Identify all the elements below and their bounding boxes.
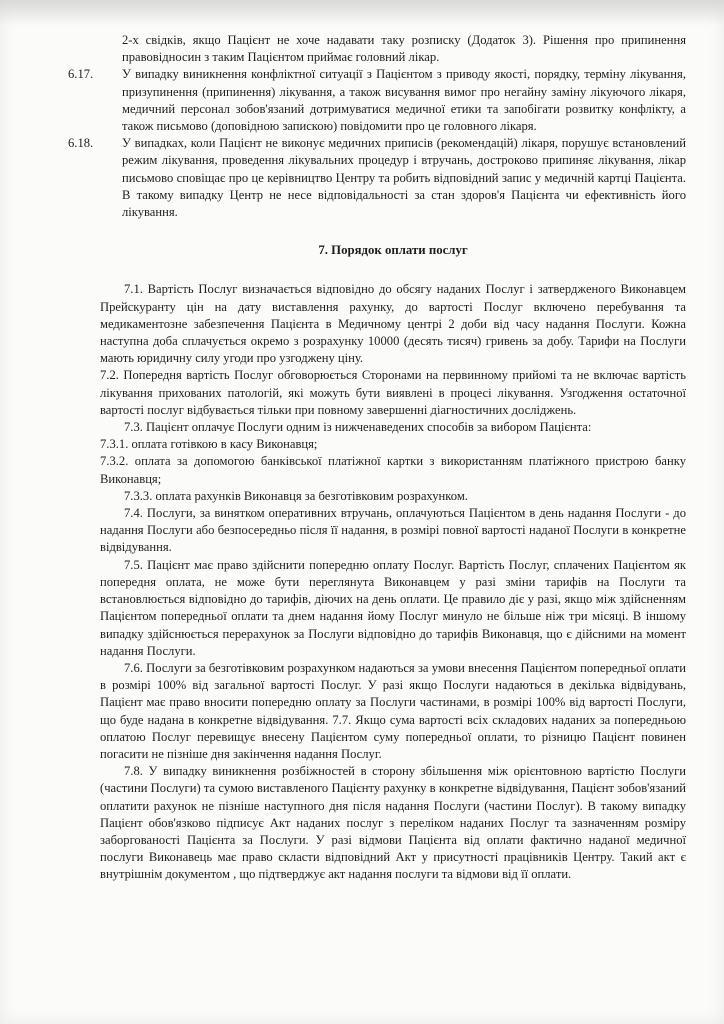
paragraph-7-1: 7.1. Вартість Послуг визначається відповідно до обсягу наданих Послуг і затвердженого Виконавцем Прейскуранту цін на дату виставлення рахунку, до вартості Послуг включено перебування та медикаментозне забезпечення Пацієнта в Медичному центрі 2 доби від часу надання Послуги. Кожна наступна доба сплачується окремо з розрахунку 10000 (десять тисяч) гривень за добу. Тарифи на Послуги мають юридичну силу угоди про узгоджену ціну. bbox=[100, 282, 686, 366]
scan-shadow bbox=[0, 0, 724, 26]
paragraph-7-2: 7.2. Попередня вартість Послуг обговорюється Сторонами на первинному прийомі та не включає вартість лікування прихованих патологій, які можуть бути виявлені в процесі лікування. Узгодження остаточної вартості послуг відбувається тільки при повному завершенні діагностичних досліджень. bbox=[100, 368, 686, 417]
paragraph-text: У випадках, коли Пацієнт не виконує медичних приписів (рекомендацій) лікаря, порушує встановлений режим лікування, проведення лікувальних процедур і втручань, достроково припиняє лікування, лікар письмово сповіщає про це керівництво Центру та робить відповідний запис у медичній картці Пацієнта. В такому випадку Центр не несе відповідальності за стан здоров'я Пацієнта чи ефективність його лікування. bbox=[122, 136, 686, 220]
paragraph-7-3-1: 7.3.1. оплата готівкою в касу Виконавця; bbox=[100, 437, 318, 452]
paragraph-6-17 bbox=[68, 66, 686, 135]
paragraph-7-3-3: 7.3.3. оплата рахунків Виконавця за безготівковим розрахунком. bbox=[124, 488, 468, 503]
paragraph-6-18 bbox=[68, 135, 686, 221]
paragraph-text: У випадку виникнення конфліктної ситуації з Пацієнтом з приводу якості, порядку, терміну лікування, призупинення (припинення) лікування, а також висування вимог про негайну заміну лікуючого лікаря, медичний персонал зобов'язаний дотримуватися медичної етики та запобігати розвитку конфлікту, а також письмово (доповідною запискою) повідомити про це головного лікаря. bbox=[122, 67, 686, 134]
paragraph-number: 6.17. bbox=[68, 67, 94, 82]
paragraph-7-8: 7.8. У випадку виникнення розбіжностей в сторону збільшення між орієнтовною вартістю Послуги (частини Послуги) та сумою виставленого Пацієнту рахунку в конкретне відвідування, Пацієнт зобов'язаний оплатити рахунок не пізніше наступного дня після надання Послуги (частини Послуг). В такому випадку Пацієнт обов'язково підписує Акт наданих послуг з переліком наданих Послуг та зазначенням розміру заборгованості Пацієнта за Послуги. У разі відмови Пацієнта від оплати фактично наданої медичної послуги Виконавець має право скласти відповідний Акт у присутності працівників Центру. Такий акт є внутрішнім документом , що підтверджує акт надання послуги та відмови від її оплати. bbox=[100, 764, 686, 882]
paragraph-7-3: 7.3. Пацієнт оплачує Послуги одним із нижченаведених способів за вибором Пацієнта: bbox=[124, 420, 592, 435]
document-body bbox=[68, 32, 686, 884]
paragraph-7-3-2: 7.3.2. оплата за допомогою банківської платіжної картки з використанням платіжного пристрою банку Виконавця; bbox=[100, 454, 686, 486]
paragraph-7-4: 7.4. Послуги, за винятком оперативних втручань, оплачуються Пацієнтом в день надання Послуги - до надання Послуги або безпосередньо після її надання, в розмірі повної вартості наданої Послуги в конкретне відвідування. bbox=[100, 506, 686, 555]
paragraph-number: 6.18. bbox=[68, 136, 94, 151]
section-heading: 7. Порядок оплати послуг bbox=[318, 243, 468, 258]
paragraph-continuation: 2-х свідків, якщо Пацієнт не хоче надавати таку розписку (Додаток 3). Рішення про припинення правовідносин з таким Пацієнтом приймає головний лікар. bbox=[122, 33, 686, 65]
paragraph-7-6: 7.6. Послуги за безготівковим розрахунком надаються за умови внесення Пацієнтом попередньої оплати в розмірі 100% від загальної вартості Послуг. У разі якщо Послуги надаються в декілька відвідувань, Пацієнт має право вносити попередню оплату за Послуги частинами, в розмірі 100% від вартості Послуги, що буде надана в конкретне відвідування. 7.7. Якщо сума вартості всіх складових наданих за попередньою оплатою Послуг перевищує внесену Пацієнтом суму попередньої оплати, то різницю Пацієнт повинен погасити не пізніше дня закінчення надання Послуг. bbox=[100, 660, 686, 761]
paragraph-7-5: 7.5. Пацієнт має право здійснити попередню оплату Послуг. Вартість Послуг, сплачених Пацієнтом як попередня оплата, не може бути переглянута Виконавцем у разі зміни тарифів на Послуги та встановлюється відповідно до тарифів, діючих на день оплати. Це правило діє у разі, якщо між здійсненням Пацієнтом попередньої оплати та днем надання йому Послуг минуло не більше ніж три місяці. В іншому випадку здійснюється перерахунок за Послуги відповідно до тарифів Виконавця, що є дійсними на момент надання Послуги. bbox=[100, 557, 686, 658]
